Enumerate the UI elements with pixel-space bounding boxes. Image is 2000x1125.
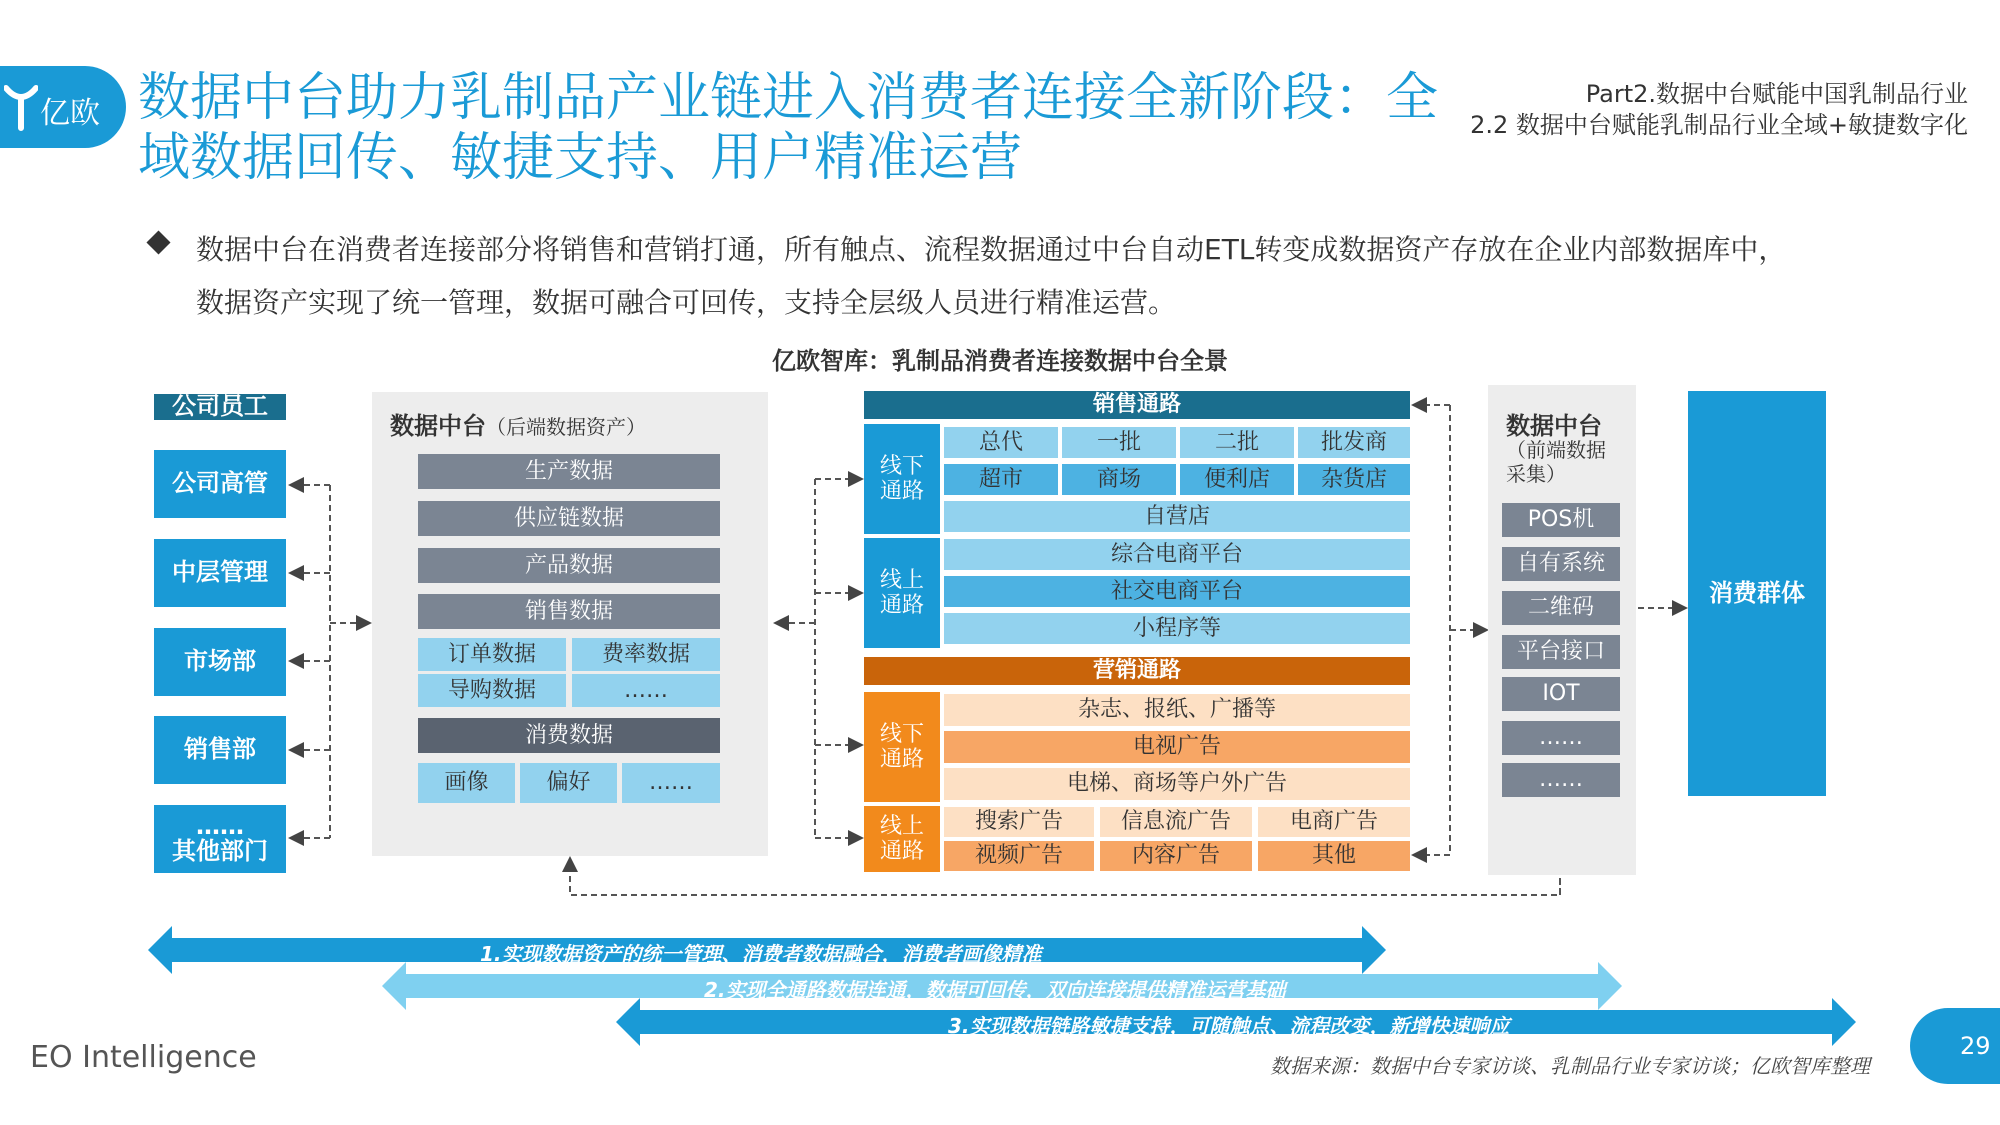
sales-cell-wholesaler: 批发商 bbox=[1298, 427, 1410, 458]
frontend-panel-title: 数据中台 bbox=[1506, 412, 1602, 440]
cell-fee-rate-data: 费率数据 bbox=[572, 638, 720, 671]
sales-cell-mini-program: 小程序等 bbox=[944, 613, 1410, 644]
cell-preference: 偏好 bbox=[520, 763, 617, 803]
sales-offline-label: 线下 通路 bbox=[864, 424, 940, 534]
source-own-system: 自有系统 bbox=[1502, 547, 1620, 581]
sales-cell-supermarket: 超市 bbox=[944, 464, 1058, 495]
part-label: Part2.数据中台赋能中国乳制品行业 bbox=[1585, 80, 1968, 108]
cell-consumer-ellipsis: …… bbox=[622, 763, 720, 803]
source-pos: POS机 bbox=[1502, 503, 1620, 537]
bar-consumer-data: 消费数据 bbox=[418, 718, 720, 753]
sales-cell-general-agent: 总代 bbox=[944, 427, 1058, 458]
employees-header: 公司员工 bbox=[154, 394, 286, 420]
marketing-cell-feed-ads: 信息流广告 bbox=[1100, 807, 1252, 837]
frontend-panel-subtitle-1: （前端数据 bbox=[1506, 438, 1606, 462]
benefit-text-3: 3.实现数据链路敏捷支持，可随触点、流程改变，新增快速响应 bbox=[948, 1014, 1510, 1038]
logo-text: 亿欧 bbox=[40, 96, 100, 131]
section-label: 2.2 数据中台赋能乳制品行业全域+敏捷数字化 bbox=[1470, 111, 1968, 139]
source-qr-code: 二维码 bbox=[1502, 591, 1620, 625]
dept-other-label: 其他部门 bbox=[172, 837, 268, 865]
dept-middle-management: 中层管理 bbox=[154, 539, 286, 607]
consumer-group: 消费群体 bbox=[1688, 391, 1826, 796]
page-title-line-1: 数据中台助力乳制品产业链进入消费者连接全新阶段：全 bbox=[138, 68, 1439, 128]
bar-sales-data: 销售数据 bbox=[418, 594, 720, 629]
sales-online-label: 线上 通路 bbox=[864, 538, 940, 648]
dept-marketing: 市场部 bbox=[154, 628, 286, 696]
sales-cell-convenience-store: 便利店 bbox=[1180, 464, 1294, 495]
marketing-cell-content-ads: 内容广告 bbox=[1100, 841, 1252, 871]
source-ellipsis-1: …… bbox=[1502, 721, 1620, 755]
footer-brand: EO Intelligence bbox=[30, 1040, 257, 1075]
sales-cell-ecommerce: 综合电商平台 bbox=[944, 539, 1410, 570]
marketing-cell-outdoor-ads: 电梯、商场等户外广告 bbox=[944, 768, 1410, 800]
source-note: 数据来源：数据中台专家访谈、乳制品行业专家访谈；亿欧智库整理 bbox=[1270, 1054, 1870, 1078]
page-number: 29 bbox=[1960, 1032, 1991, 1060]
frontend-panel-subtitle-2: 采集） bbox=[1506, 462, 1566, 486]
sales-cell-social-ecommerce: 社交电商平台 bbox=[944, 576, 1410, 607]
sales-cell-second-tier: 二批 bbox=[1180, 427, 1294, 458]
cell-order-data: 订单数据 bbox=[418, 638, 566, 671]
dept-executives: 公司高管 bbox=[154, 450, 286, 518]
benefit-text-2: 2.实现全通路数据连通，数据可回传，双向连接提供精准运营基础 bbox=[704, 978, 1286, 1002]
dept-other-dots: …… bbox=[196, 811, 244, 840]
marketing-cell-print-radio: 杂志、报纸、广播等 bbox=[944, 694, 1410, 726]
bar-supply-chain-data: 供应链数据 bbox=[418, 501, 720, 536]
cell-profile: 画像 bbox=[418, 763, 515, 803]
benefit-text-1: 1.实现数据资产的统一管理、消费者数据融合，消费者画像精准 bbox=[480, 942, 1042, 966]
bullet-text-line-2: 数据资产实现了统一管理，数据可融合可回传，支持全层级人员进行精准运营。 bbox=[196, 286, 1177, 319]
marketing-cell-tv-ads: 电视广告 bbox=[944, 731, 1410, 763]
marketing-cell-other: 其他 bbox=[1258, 841, 1410, 871]
bar-production-data: 生产数据 bbox=[418, 454, 720, 489]
marketing-offline-label: 线下 通路 bbox=[864, 692, 940, 802]
source-ellipsis-2: …… bbox=[1502, 763, 1620, 797]
sales-cell-first-tier: 一批 bbox=[1062, 427, 1176, 458]
sales-cell-mall: 商场 bbox=[1062, 464, 1176, 495]
dept-sales: 销售部 bbox=[154, 716, 286, 784]
marketing-cell-video-ads: 视频广告 bbox=[944, 841, 1094, 871]
source-platform-api: 平台接口 bbox=[1502, 635, 1620, 669]
marketing-cell-search-ads: 搜索广告 bbox=[944, 807, 1094, 837]
marketing-channel-header: 营销通路 bbox=[864, 657, 1410, 685]
sales-channel-header: 销售通路 bbox=[864, 391, 1410, 419]
backend-subtitle-text: （后端数据资产） bbox=[486, 415, 646, 439]
sales-cell-grocery: 杂货店 bbox=[1298, 464, 1410, 495]
source-iot: IOT bbox=[1502, 677, 1620, 711]
marketing-cell-ecommerce-ads: 电商广告 bbox=[1258, 807, 1410, 837]
page-number-badge bbox=[1910, 1008, 2000, 1084]
backend-title-text: 数据中台 bbox=[390, 412, 486, 440]
bar-product-data: 产品数据 bbox=[418, 548, 720, 583]
sales-cell-own-store: 自营店 bbox=[944, 501, 1410, 532]
marketing-online-label: 线上 通路 bbox=[864, 806, 940, 872]
diagram-title: 亿欧智库：乳制品消费者连接数据中台全景 bbox=[772, 347, 1228, 375]
cell-guide-data: 导购数据 bbox=[418, 674, 566, 707]
bullet-text-line-1: 数据中台在消费者连接部分将销售和营销打通，所有触点、流程数据通过中台自动ETL转变成数据资产存放在企业内部数据库中， bbox=[196, 233, 1787, 266]
cell-ellipsis: …… bbox=[572, 674, 720, 707]
page-title-line-2: 域数据回传、敏捷支持、用户精准运营 bbox=[138, 128, 1023, 188]
